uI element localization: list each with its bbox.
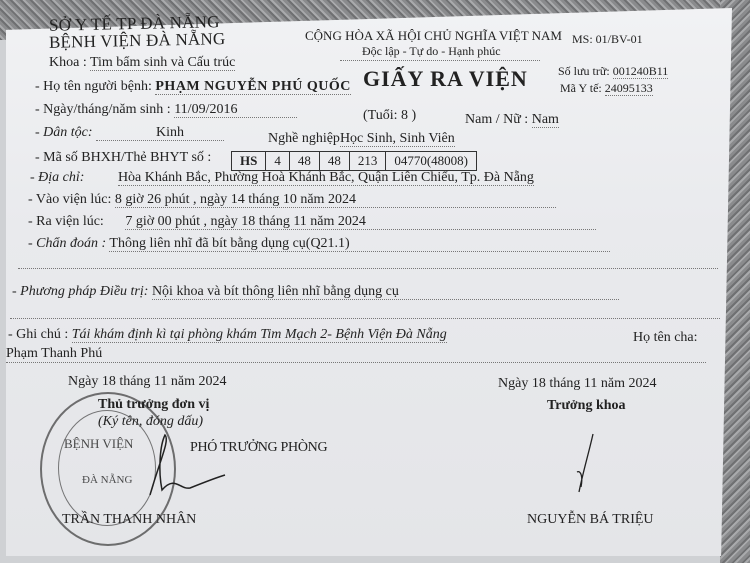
insurance-number-table	[231, 151, 477, 171]
insurance-label: - Mã số BHXH/Thẻ BHYT số :	[35, 150, 212, 165]
ethnicity-value: Kinh	[96, 125, 224, 141]
note-row	[8, 327, 447, 343]
archive-row	[558, 64, 668, 79]
form-code: MS: 01/BV-01	[572, 32, 643, 46]
insurance-cell: 48	[319, 152, 349, 171]
sex-label: Nam / Nữ :	[465, 112, 529, 127]
admission-label: - Vào viện lúc:	[28, 192, 112, 207]
document-title: GIẤY RA VIỆN	[363, 66, 528, 91]
discharge-value: 7 giờ 00 phút , ngày 18 tháng 11 năm 2024	[125, 214, 596, 230]
ethnicity-row	[35, 125, 224, 141]
patient-name: PHẠM NGUYỄN PHÚ QUỐC	[155, 79, 351, 94]
medical-id-value: 24095133	[604, 81, 653, 95]
insurance-cell: 48	[289, 152, 319, 171]
right-signer-name: NGUYỄN BÁ TRIỆU	[527, 512, 654, 527]
republic-title: CỘNG HÒA XÃ HỘI CHỦ NGHĨA VIỆT NAM	[305, 28, 562, 43]
motto-divider	[340, 60, 540, 61]
address-row	[30, 170, 534, 186]
stamp-city: ĐÀ NẴNG	[82, 474, 133, 486]
stamp-text: BỆNH VIỆN	[64, 436, 134, 451]
occupation-label: Nghề nghiệp	[268, 131, 340, 146]
discharge-row	[28, 214, 596, 230]
left-signature	[120, 430, 230, 500]
dob-row	[35, 102, 297, 118]
department-value: Tim bẩm sinh và Cấu trúc	[89, 55, 236, 70]
insurance-row	[232, 152, 477, 171]
national-motto: Độc lập - Tự do - Hạnh phúc	[362, 44, 501, 58]
health-department: SỞ Y TẾ TP ĐÀ NẴNG	[48, 12, 220, 35]
father-name-label: Họ tên cha:	[633, 330, 698, 345]
occupation-row	[268, 131, 455, 147]
left-signer-name: TRẦN THANH NHÂN	[62, 512, 197, 527]
treatment-value: Nội khoa và bít thông liên nhĩ bằng dụng cụ	[152, 284, 619, 300]
treatment-row	[12, 284, 619, 300]
insurance-cell: 4	[266, 152, 290, 171]
note-label: - Ghi chú :	[8, 327, 69, 342]
admission-value: 8 giờ 26 phút , ngày 14 tháng 10 năm 2024	[115, 192, 556, 208]
insurance-cell: 04770(48008)	[386, 152, 477, 171]
patient-name-label: - Họ tên người bệnh:	[35, 79, 152, 94]
diagnosis-label: - Chẩn đoán :	[28, 236, 107, 251]
right-sign-title: Trưởng khoa	[547, 398, 626, 413]
right-signature	[565, 432, 605, 502]
occupation-value: Học Sinh, Sinh Viên	[339, 131, 455, 146]
treatment-label: - Phương pháp Điều trị:	[12, 284, 149, 299]
blank-line	[18, 268, 718, 269]
father-name-value: Phạm Thanh Phú	[6, 346, 706, 363]
note-value: Tái khám định kì tại phòng khám Tim Mạch 2- Bệnh Viện Đà Nẵng	[71, 327, 447, 342]
medical-id-row	[560, 81, 653, 96]
sex-row	[465, 112, 559, 128]
left-sign-title: Thủ trưởng đơn vị	[98, 397, 210, 412]
archive-number: 001240B11	[612, 64, 669, 78]
left-sign-date: Ngày 18 tháng 11 năm 2024	[68, 374, 227, 389]
age-value: (Tuổi: 8 )	[363, 108, 417, 123]
insurance-cell: 213	[349, 152, 386, 171]
archive-label: Số lưu trữ:	[558, 64, 610, 78]
left-sign-subtitle: (Ký tên, đóng dấu)	[98, 414, 203, 429]
ethnicity-label: - Dân tộc:	[35, 125, 93, 140]
right-sign-date: Ngày 18 tháng 11 năm 2024	[498, 376, 657, 391]
address-label: - Địa chỉ:	[30, 170, 85, 185]
hospital-name: BỆNH VIỆN ĐÀ NẴNG	[48, 29, 226, 52]
dob-label: - Ngày/tháng/năm sinh :	[35, 102, 171, 117]
sex-value: Nam	[531, 112, 559, 127]
diagnosis-value: Thông liên nhĩ đã bít bằng dụng cụ(Q21.1)	[109, 236, 609, 252]
left-sign-position: PHÓ TRƯỞNG PHÒNG	[190, 440, 328, 455]
diagnosis-row	[28, 236, 610, 252]
department-label: Khoa :	[49, 55, 87, 70]
dob-value: 11/09/2016	[174, 102, 297, 118]
patient-name-row	[35, 79, 351, 95]
address-value: Hòa Khánh Bắc, Phường Hoà Khánh Bắc, Quận Liên Chiểu, Tp. Đà Nẵng	[117, 170, 534, 185]
admission-row	[28, 192, 556, 208]
discharge-label: - Ra viện lúc:	[28, 214, 104, 229]
blank-line	[10, 318, 720, 319]
medical-id-label: Mã Y tế:	[560, 81, 602, 95]
insurance-cell: HS	[232, 152, 266, 171]
department-row	[49, 55, 235, 71]
